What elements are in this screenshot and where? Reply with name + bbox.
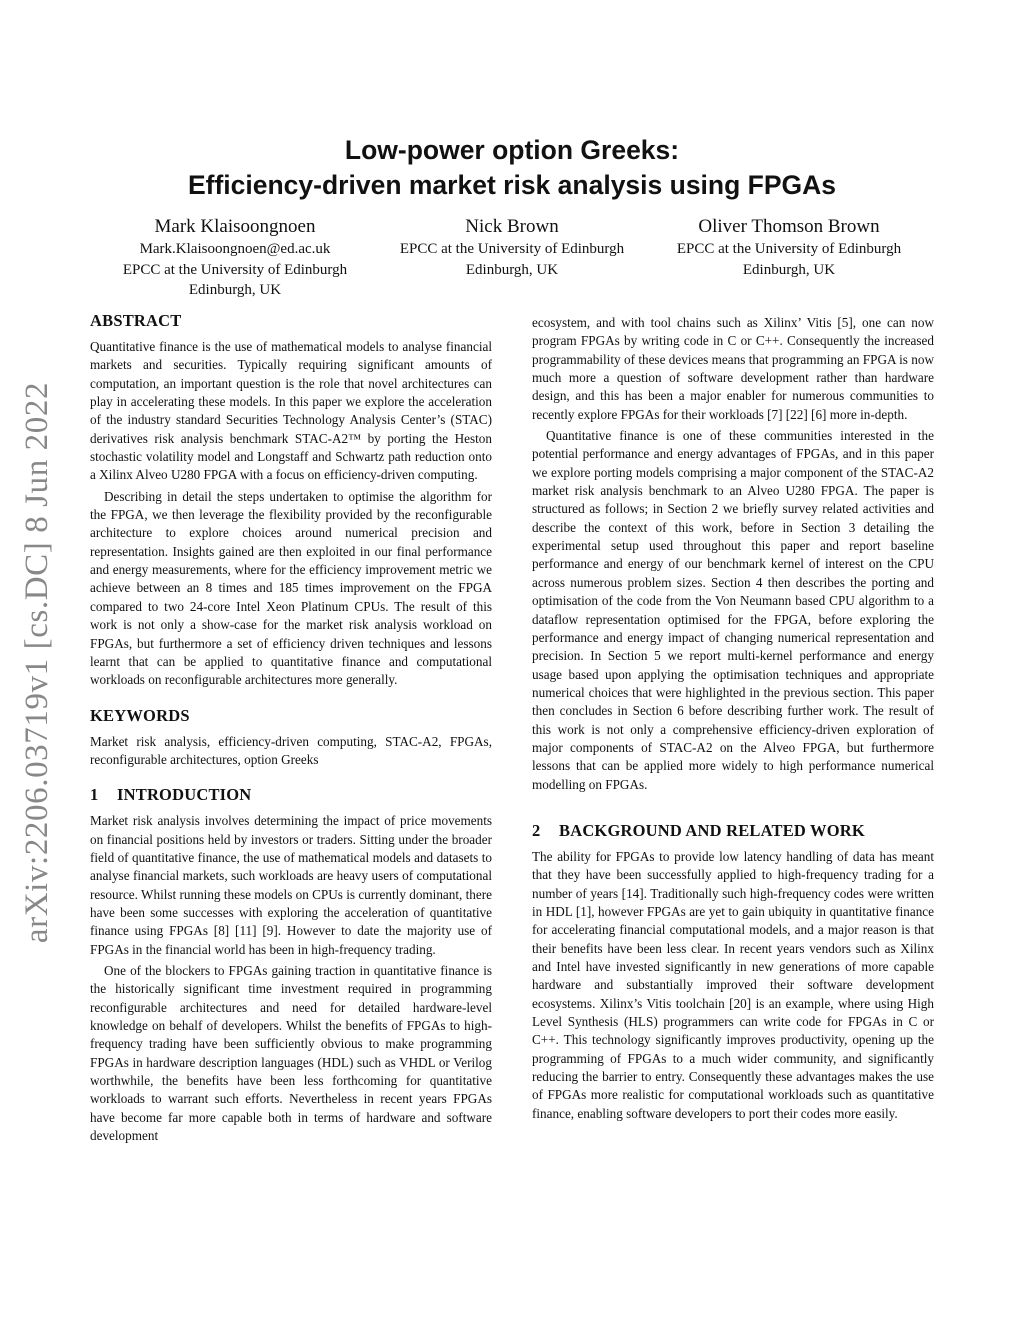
author-affiliation: EPCC at the University of Edinburgh [399,241,625,257]
introduction-heading [90,784,492,806]
arxiv-id-text: arXiv:2206.03719v1 [cs.DC] 8 Jun 2022 [19,381,56,944]
title-line-2: Efficiency-driven market risk analysis using FPGAs [187,170,837,200]
section-title: INTRODUCTION [117,785,252,805]
author-affiliation: EPCC at the University of Edinburgh [122,261,348,278]
author-location: Edinburgh, UK [188,282,282,298]
author-affiliation: EPCC at the University of Edinburgh [676,241,902,257]
title-line-1: Low-power option Greeks: [344,135,680,165]
author-block [90,215,934,305]
abstract-paragraph-2: Describing in detail the steps undertaken to optimise the algorithm for the FPGA, we then leverage the flexibility provided by the reconfigurable architecture to explore choices around numerical precision and representation. Insights gained are then exploited in our final performance and energy measurements, where for the efficiency improvement metric we achieve between an 8 times and 185 times improvement on the FPGA compared to two 24-core Intel Xeon Platinum CPUs. The result of this work is not only a show-case for the market risk analysis workload on FPGAs, but furthermore a set of efficiency driven techniques and lessons learnt that can be applied to quantitative finance and computational workloads on reconfigurable architectures more generally. [90,488,492,688]
author-3 [644,215,934,280]
author-name: Oliver Thomson Brown [698,216,880,237]
background-heading [532,820,934,842]
section-number: 2 [532,820,541,840]
author-location: Edinburgh, UK [742,261,836,278]
paper-title [90,133,934,203]
keywords-heading: KEYWORDS [90,705,190,725]
left-column [90,310,492,1145]
author-email: Mark.Klaisoongnoen@ed.ac.uk [139,241,331,257]
arxiv-identifier-stamp [18,365,58,960]
keywords-text: Market risk analysis, efficiency-driven computing, STAC-A2, FPGAs, reconfigurable architectures, option Greeks [90,733,492,767]
author-1 [90,215,380,301]
background-paragraph-1: The ability for FPGAs to provide low latency handling of data has meant that they have been successfully applied to high-frequency trading for a number of years [14]. Traditionally such high-frequency codes were written in HDL [1], however FPGAs are yet to gain ubiquity in quantitative finance for accelerating financial computational models, and a major reason is that their benefits have been less clear. In recent years vendors such as Xilinx and Intel have invested significantly in new generations of more capable hardware and substantially improved their software development ecosystems. Xilinx’s Vitis toolchain [20] is an example, where using High Level Synthesis (HLS) programmers can write code for FPGAs in C or C++. This technology significantly improves productivity, opening up the programming of FPGAs to a much wider community, and significantly reducing the barrier to entry. Consequently these advantages makes the use of FPGAs more realistic for computational workloads such as quantitative finance, enabling software developers to port their codes more easily. [532,848,934,1121]
author-location: Edinburgh, UK [465,261,559,278]
author-name: Mark Klaisoongnoen [154,216,316,237]
section-number: 1 [90,785,99,805]
section-title: BACKGROUND AND RELATED WORK [559,820,865,840]
introduction-paragraph-2: One of the blockers to FPGAs gaining traction in quantitative finance is the historically significant time investment required in programming reconfigurable architectures and need for detailed hardware-level knowledge on behalf of developers. Whilst the benefits of FPGAs to high-frequency trading have been sufficiently obvious to make programming FPGAs in hardware description languages (HDL) such as VHDL or Verilog worthwhile, the benefits have been less forthcoming for quantitative workloads to warrant such efforts. Nevertheless in recent years FPGAs have become far more capable both in terms of hardware and software development [90,962,492,1144]
author-name: Nick Brown [465,216,559,237]
introduction-paragraph-1: Market risk analysis involves determining the impact of price movements on financial positions held by investors or traders. Sitting under the broader field of quantitative finance, the use of mathematical models and datasets to analyse financial markets, such workloads are heavy users of computational resource. Whilst running these models on CPUs is currently dominant, there have been some successes with exploring the acceleration of quantitative finance using FPGAs [8] [11] [9]. However to date the majority use of FPGAs in the financial world has been in high-frequency trading. [90,813,492,957]
introduction-paragraph-4: Quantitative finance is one of these communities interested in the potential performance and energy advantages of FPGAs, and in this paper we explore porting models comprising a major component of the STAC-A2 market risk analysis benchmark to an Alveo U280 FPGA. The paper is structured as follows; in Section 2 we briefly survey related activities and describe the context of this work, before in Section 3 detailing the experimental setup used throughout this paper and report baseline performance and energy of our benchmark kernel of interest on the CPU across numerous problem sizes. Section 4 then describes the porting and optimisation of the code from the Von Neumann based CPU algorithm to a dataflow representation optimised for the FPGA, before exploring the performance and energy impact of changing numerical representation and precision. In Section 5 we report multi-kernel performance and energy usage based upon applying the optimisation techniques and appropriate numerical choices that were highlighted in the previous section. This paper then concludes in Section 6 before describing further work. The result of this work is not only a comprehensive efficiency-driven exploration of major components of STAC-A2 on the Alveo FPGA, but furthermore lessons that can be applied more widely to high performance numerical modelling on FPGAs. [532,428,934,792]
author-2 [367,215,657,280]
introduction-paragraph-3: ecosystem, and with tool chains such as Xilinx’ Vitis [5], one can now program FPGAs by writing code in C or C++. Consequently the increased programmability of these devices means that programming an FPGA is now much more a question of software development rather than hardware design, and this has been a major enabler for numerous communities to recently explore FPGAs for their workloads [7] [22] [6] more in-depth. [532,315,934,422]
right-column [532,314,934,1123]
abstract-paragraph-1: Quantitative finance is the use of mathematical models to analyse financial markets and securities. Typically requiring significant amounts of computation, an important question is the role that novel architectures can play in accelerating these models. In this paper we explore the acceleration of the industry standard Securities Technology Analysis Center’s (STAC) derivatives risk analysis benchmark STAC-A2™ by porting the Heston stochastic volatility model and Longstaff and Schwartz path reduction onto a Xilinx Alveo U280 FPGA with a focus on efficiency-driven computing. [90,339,492,483]
abstract-heading: ABSTRACT [90,311,182,330]
